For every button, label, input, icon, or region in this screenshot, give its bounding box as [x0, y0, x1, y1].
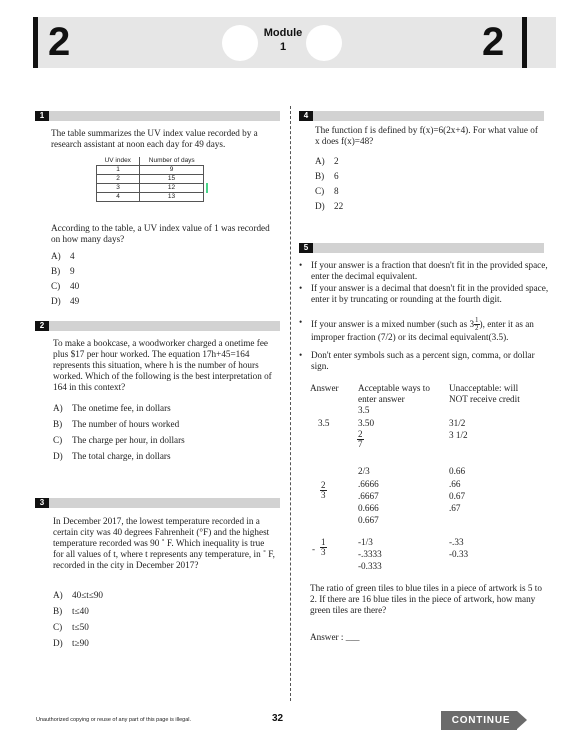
unacceptable-value: 31/2 — [449, 418, 466, 428]
option-text: t≤40 — [72, 606, 89, 616]
header-left-rule — [33, 17, 38, 68]
question-4-stem: The function f is defined by f(x)=6(2x+4). For what value of x does f(x)=48? — [315, 125, 538, 146]
uv-table-cell: 12 — [140, 184, 204, 193]
unacceptable-value: .66 — [449, 479, 461, 489]
option-text: The total charge, in dollars — [72, 451, 171, 461]
answer-entry[interactable]: Answer : ___ — [310, 632, 360, 642]
answer-option[interactable] — [53, 606, 89, 617]
mixed-number-text: If your answer is a mixed number (such as 3 — [311, 319, 475, 329]
header-right-rule — [522, 17, 527, 68]
option-letter: C) — [315, 186, 325, 196]
fraction-numerator: 2 — [358, 429, 363, 439]
question-2-number: 2 — [35, 321, 49, 331]
fraction-denominator: 2 — [475, 324, 479, 332]
fraction-denominator: 3 — [321, 547, 326, 557]
answer-option[interactable] — [53, 419, 179, 430]
option-text: 6 — [334, 171, 339, 181]
uv-table-cell: 1 — [97, 166, 140, 175]
option-text: 4 — [70, 251, 75, 261]
answer-option[interactable] — [51, 281, 79, 292]
question-3-number: 3 — [35, 498, 49, 508]
unacceptable-value: -0.33 — [449, 549, 469, 559]
question-5-number: 5 — [299, 243, 313, 253]
fraction-denominator: 7 — [358, 439, 363, 449]
page-number: 32 — [272, 713, 284, 724]
unacceptable-value: 3 1/2 — [449, 430, 468, 440]
section-number-left: 2 — [48, 20, 71, 64]
option-text: The number of hours worked — [72, 419, 180, 429]
question-5-bar — [299, 243, 544, 253]
section-number-right: 2 — [482, 20, 505, 64]
uv-table-cell: 15 — [140, 175, 204, 184]
answer-option[interactable] — [315, 201, 343, 212]
acceptable-value: 0.667 — [358, 515, 379, 525]
uv-table-cell: 2 — [97, 175, 140, 184]
option-letter: B) — [51, 266, 61, 276]
unacceptable-value: -.33 — [449, 537, 464, 547]
acceptable-value: -.3333 — [358, 549, 382, 559]
option-letter: A) — [53, 590, 63, 600]
uv-table-header-uv: UV index — [97, 157, 140, 166]
mixed-number-fraction — [474, 317, 480, 332]
option-text: The onetime fee, in dollars — [72, 403, 171, 413]
question-5-problem: The ratio of green tiles to blue tiles in a piece of artwork is 5 to 2. If there are 16 blue tiles in the piece of artwork, how many green tiles are there? — [310, 583, 542, 615]
answer-option[interactable] — [53, 638, 89, 649]
module-title — [248, 26, 318, 54]
option-text: 22 — [334, 201, 344, 211]
acceptable-value: 3.50 — [358, 418, 375, 428]
uv-table-cell: 13 — [140, 193, 204, 202]
question-2-stem: To make a bookcase, a woodworker charged a onetime fee plus $17 per hour worked. The equation 17h+45=164 represents this situation, where h is the number of hours worked. Which of the following is the best interpretation of 164 in this context? — [53, 338, 272, 392]
option-letter: D) — [53, 638, 63, 648]
acceptable-value: 3.5 — [358, 405, 370, 415]
option-letter: A) — [51, 251, 61, 261]
answer-option[interactable] — [315, 171, 339, 182]
uv-index-table — [96, 157, 204, 202]
uv-table-cell: 3 — [97, 184, 140, 193]
option-text: 9 — [70, 266, 75, 276]
unacceptable-value: 0.66 — [449, 466, 466, 476]
option-text: 49 — [70, 296, 80, 306]
question-1-question: According to the table, a UV index value of 1 was recorded on how many days? — [51, 223, 270, 244]
option-text: 40 — [70, 281, 80, 291]
option-text: 8 — [334, 186, 339, 196]
option-letter: B) — [315, 171, 325, 181]
option-letter: B) — [53, 419, 63, 429]
acceptable-value: 2/3 — [358, 466, 370, 476]
question-1-bar — [35, 111, 280, 121]
answer-option[interactable] — [53, 451, 171, 462]
instruction-bullet: • Don't enter symbols such as a percent sign, comma, or dollar sign. — [311, 350, 551, 371]
module-label: Module — [263, 27, 303, 39]
acceptable-fraction — [357, 430, 364, 449]
option-text: The charge per hour, in dollars — [72, 435, 185, 445]
example-answer-fraction — [320, 481, 327, 500]
option-letter: B) — [53, 606, 63, 616]
mixed-number-tail: ), enter it as an improper fraction (7/2) or its decimal equivalent(3.5). — [311, 319, 534, 342]
instruction-bullet: • If your answer is a decimal that doesn't fit in the provided space, enter it by truncating or rounding at the fourth digit. — [311, 283, 551, 304]
example-answer-sign: - — [312, 544, 316, 554]
question-3-bar — [35, 498, 280, 508]
question-4-number: 4 — [299, 111, 313, 121]
answer-column-header: Answer — [310, 383, 339, 393]
instruction-bullet — [311, 317, 551, 343]
option-text: 2 — [334, 156, 339, 166]
acceptable-value: -1/3 — [358, 537, 373, 547]
answer-option[interactable] — [53, 403, 171, 414]
option-text: 40≤t≤90 — [72, 590, 104, 600]
answer-option[interactable] — [53, 590, 103, 601]
fraction-denominator: 3 — [321, 490, 326, 500]
question-1-stem: The table summarizes the UV index value recorded by a research assistant at noon each day for 49 days. — [51, 128, 258, 149]
answer-option[interactable] — [53, 435, 185, 446]
answer-option[interactable] — [315, 156, 339, 167]
column-divider — [290, 106, 291, 701]
uv-table-header-days: Number of days — [140, 157, 204, 166]
uv-table-cell: 9 — [140, 166, 204, 175]
module-number: 1 — [279, 41, 287, 53]
option-letter: C) — [53, 622, 63, 632]
acceptable-value: 0.666 — [358, 503, 379, 513]
example-answer: 3.5 — [318, 418, 330, 428]
unacceptable-value: 0.67 — [449, 491, 466, 501]
option-letter: C) — [51, 281, 61, 291]
unacceptable-value: .67 — [449, 503, 461, 513]
answer-option[interactable] — [315, 186, 339, 197]
option-letter: A) — [315, 156, 325, 166]
acceptable-value: .6667 — [358, 491, 379, 501]
table-highlight-mark — [206, 183, 208, 193]
fraction-numerator: 2 — [321, 480, 326, 490]
answer-option[interactable] — [51, 296, 79, 307]
fraction-numerator: 1 — [475, 316, 479, 324]
continue-label: CONTINUE — [451, 715, 511, 726]
option-letter: D) — [51, 296, 61, 306]
option-text: t≤50 — [72, 622, 89, 632]
instruction-bullet: • If your answer is a fraction that doesn't fit in the provided space, enter the decimal equivalent. — [311, 260, 551, 281]
option-letter: D) — [53, 451, 63, 461]
question-1-number: 1 — [35, 111, 49, 121]
continue-button[interactable] — [441, 711, 527, 730]
acceptable-value: .6666 — [358, 479, 379, 489]
question-4-bar — [299, 111, 544, 121]
question-2-bar — [35, 321, 280, 331]
acceptable-column-header: Acceptable ways to enter answer — [358, 383, 430, 404]
option-letter: A) — [53, 403, 63, 413]
unacceptable-column-header: Unacceptable: will NOT receive credit — [449, 383, 520, 404]
answer-option[interactable] — [51, 266, 75, 277]
answer-option[interactable] — [51, 251, 75, 262]
option-letter: C) — [53, 435, 63, 445]
copyright-notice: Unauthorized copying or reuse of any part of this page is illegal. — [36, 717, 192, 723]
option-text: t≥90 — [72, 638, 89, 648]
uv-table-cell: 4 — [97, 193, 140, 202]
example-answer-fraction — [320, 538, 327, 557]
fraction-numerator: 1 — [321, 537, 326, 547]
acceptable-value: -0.333 — [358, 561, 382, 571]
answer-option[interactable] — [53, 622, 89, 633]
question-3-stem: In December 2017, the lowest temperature recorded in a certain city was 40 degrees Fahrenheit (°F) and the highest temperature recorded was 90 ˚ F. Which inequality is true for all values of t, where t represents any temperature, in ˚ F, recorded in the city in December 2017? — [53, 516, 275, 570]
option-letter: D) — [315, 201, 325, 211]
